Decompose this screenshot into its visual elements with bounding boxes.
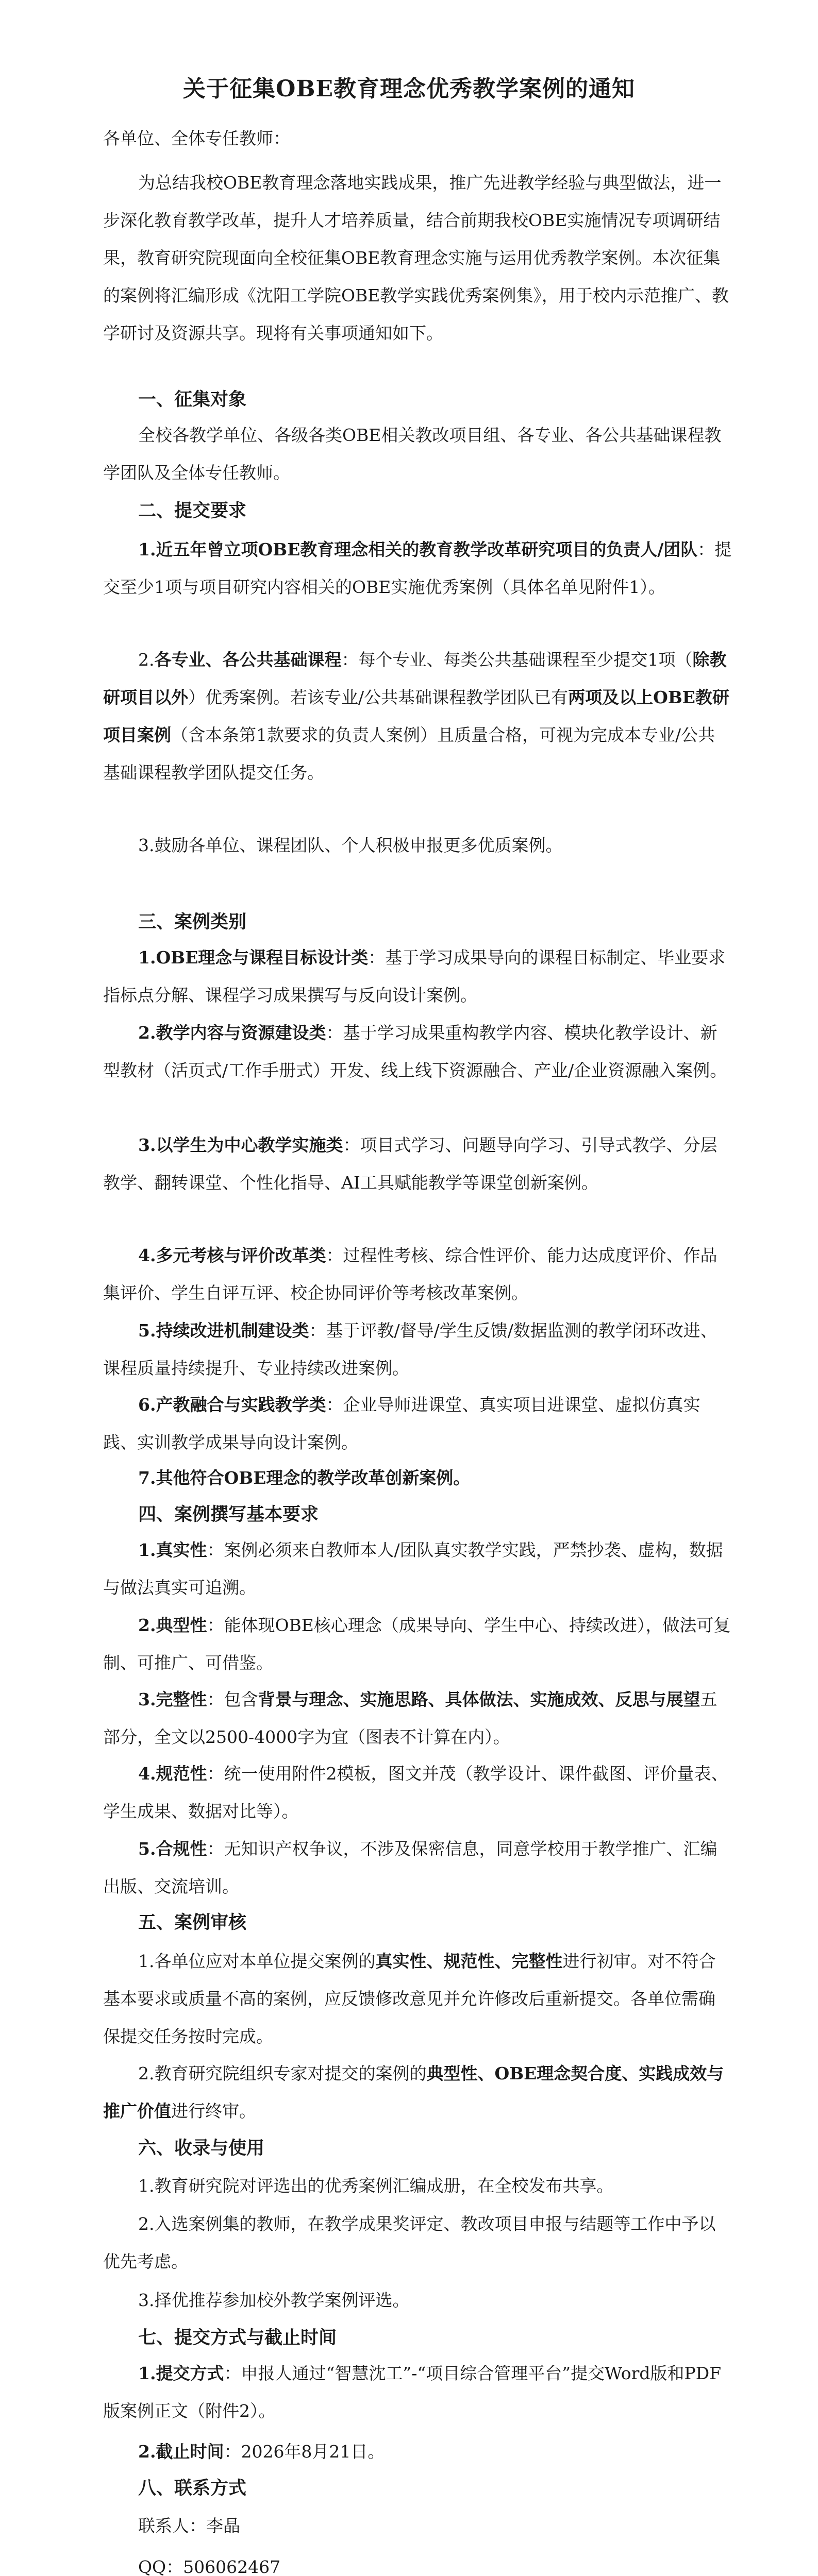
requirement-item-2-text: ：能体现OBE核心理念（成果导向、学生中心、持续改进），做法可复制、可推广、可借鉴。: [103, 1615, 731, 1673]
document-title: 关于征集OBE教育理念优秀教学案例的通知: [182, 76, 636, 102]
section-2-item-2-text-b: ）优秀案例。若该专业/公共基础课程教学团队已有: [188, 687, 569, 707]
section-heading-8: 八、联系方式: [138, 2478, 247, 2499]
category-item-7: [103, 1459, 732, 1497]
category-item-6-text: ：企业导师进课堂、真实项目进课堂、虚拟仿真实践、实训教学成果导向设计案例。: [103, 1395, 700, 1452]
requirement-item-3-label: 3.完整性: [138, 1689, 207, 1709]
usage-item-3: 3.择优推荐参加校外教学案例评选。: [138, 2290, 410, 2310]
category-item-2-text: ：基于学习成果重构教学内容、模块化教学设计、新型教材（活页式/工作手册式）开发、线上线下资源融合、产业/企业资源融入案例。: [103, 1023, 727, 1080]
requirement-item-1: [103, 1531, 732, 1606]
requirement-item-4: [103, 1755, 732, 1830]
usage-item-1: 1.教育研究院对评选出的优秀案例汇编成册，在全校发布共享。: [138, 2176, 614, 2196]
section-2-item-1-text: ：提交至少1项与项目研究内容相关的OBE实施优秀案例（具体名单见附件1）。: [103, 539, 732, 597]
review-item-1-rest: 进行初审。对不符合基本要求或质量不高的案例，应反馈修改意见并允许修改后重新提交。各单位需确保提交任务按时完成。: [103, 1951, 716, 2046]
submission-deadline-text: ：2026年8月21日。: [224, 2442, 385, 2462]
section-2-item-2: [103, 641, 732, 791]
category-item-1-label: 1.OBE理念与课程目标设计类: [138, 947, 369, 968]
requirement-item-3-tail: 五部分，全文以2500-4000字为宜（图表不计算在内）。: [103, 1689, 717, 1747]
requirement-item-5: [103, 1830, 732, 1905]
section-heading-2: 二、提交要求: [138, 500, 247, 521]
section-1-text: 全校各教学单位、各级各类OBE相关教改项目组、各专业、各公共基础课程教学团队及全体专任教师。: [103, 425, 722, 483]
section-2-item-2-num: 2.: [138, 650, 155, 670]
contact-person: 联系人：李晶: [138, 2516, 240, 2536]
category-item-3: [103, 1126, 732, 1201]
submission-method-text: ：申报人通过“智慧沈工”-“项目综合管理平台”提交Word版和PDF版案例正文（附件2）。: [103, 2363, 722, 2421]
submission-deadline: [103, 2433, 732, 2470]
review-item-1-pre: 1.各单位应对本单位提交案例的: [138, 1951, 376, 1971]
requirement-item-3-text: ：包含: [207, 1689, 258, 1709]
category-item-5-label: 5.持续改进机制建设类: [138, 1320, 309, 1341]
category-item-4-text: ：过程性考核、综合性评价、能力达成度评价、作品集评价、学生自评互评、校企协同评价等考核改革案例。: [103, 1245, 717, 1303]
salutation: 各单位、全体专任教师：: [103, 128, 290, 148]
section-heading-1: 一、征集对象: [138, 389, 247, 410]
submission-method: [103, 2354, 732, 2430]
requirement-item-1-text: ：案例必须来自教师本人/团队真实教学实践，严禁抄袭、虚构，数据与做法真实可追溯。: [103, 1540, 723, 1598]
requirement-item-4-label: 4.规范性: [138, 1764, 207, 1784]
contact-qq: QQ：506062467: [138, 2557, 281, 2576]
section-heading-7: 七、提交方式与截止时间: [138, 2327, 337, 2348]
section-2-item-2-text-a: ：每个专业、每类公共基础课程至少提交1项（: [341, 650, 693, 670]
requirement-item-2: [103, 1606, 732, 1682]
review-item-1: [103, 1942, 732, 2055]
category-item-3-label: 3.以学生为中心教学实施类: [138, 1135, 343, 1155]
requirement-item-5-label: 5.合规性: [138, 1839, 207, 1859]
category-item-4-label: 4.多元考核与评价改革类: [138, 1245, 326, 1265]
category-item-4: [103, 1236, 732, 1312]
submission-method-label: 1.提交方式: [138, 2363, 224, 2383]
section-2-item-2-bold-c: 两项及以上OBE教研项目案例: [103, 687, 729, 745]
section-2-item-1-label: 1.近五年曾立项OBE教育理念相关的教育教学改革研究项目的负责人/团队: [138, 539, 698, 560]
review-item-2-rest: 进行终审。: [171, 2101, 256, 2121]
category-item-5: [103, 1312, 732, 1387]
category-item-5-text: ：基于评教/督导/学生反馈/数据监测的教学闭环改进、课程质量持续提升、专业持续改进案例。: [103, 1320, 717, 1378]
category-item-2: [103, 1014, 732, 1089]
section-2-item-3: 3.鼓励各单位、课程团队、个人积极申报更多优质案例。: [138, 835, 563, 855]
section-2-item-2-bold-b: 除教研项目以外: [103, 650, 727, 707]
submission-deadline-label: 2.截止时间: [138, 2442, 224, 2462]
section-heading-5: 五、案例审核: [138, 1912, 247, 1933]
requirement-item-5-text: ：无知识产权争议，不涉及保密信息，同意学校用于教学推广、汇编出版、交流培训。: [103, 1839, 717, 1896]
review-item-2-pre: 2.教育研究院组织专家对提交的案例的: [138, 2063, 427, 2083]
intro-paragraph: 为总结我校OBE教育理念落地实践成果，推广先进教学经验与典型做法，进一步深化教育教学改革，提升人才培养质量，结合前期我校OBE实施情况专项调研结果，教育研究院现面向全校征集OBE教育理念实施与运用优秀教学案例。本次征集的案例将汇编形成《沈阳工学院OBE教学实践优秀案例集》，用于校内示范推广、教学研讨及资源共享。现将有关事项通知如下。: [103, 173, 729, 343]
requirement-item-3-bold: 背景与理念、实施思路、具体做法、实施成效、反思与展望: [258, 1689, 700, 1709]
section-2-item-2-label: 各专业、各公共基础课程: [154, 650, 342, 670]
category-item-1: [103, 939, 732, 1014]
review-item-1-bold: 真实性、规范性、完整性: [375, 1951, 563, 1971]
requirement-item-1-label: 1.真实性: [138, 1540, 207, 1560]
usage-item-2: 2.入选案例集的教师，在教学成果奖评定、教改项目申报与结题等工作中予以优先考虑。: [103, 2214, 716, 2272]
category-item-1-text: ：基于学习成果导向的课程目标制定、毕业要求指标点分解、课程学习成果撰写与反向设计案例。: [103, 947, 726, 1005]
review-item-2: [103, 2055, 732, 2130]
section-2-item-1: [103, 531, 732, 606]
category-item-7-label: 7.其他符合OBE理念的教学改革创新案例。: [138, 1468, 471, 1488]
requirement-item-3: [103, 1681, 732, 1756]
section-2-item-2-text-c: （含本条第1款要求的负责人案例）且质量合格，可视为完成本专业/公共基础课程教学团队提交任务。: [103, 725, 715, 783]
section-heading-3: 三、案例类别: [138, 911, 247, 933]
requirement-item-2-label: 2.典型性: [138, 1615, 207, 1635]
review-item-2-bold: 典型性、OBE理念契合度、实践成效与推广价值: [103, 2063, 724, 2121]
category-item-6: [103, 1386, 732, 1461]
category-item-2-label: 2.教学内容与资源建设类: [138, 1023, 326, 1043]
requirement-item-4-text: ：统一使用附件2模板，图文并茂（教学设计、课件截图、评价量表、学生成果、数据对比等）。: [103, 1764, 728, 1821]
section-heading-6: 六、收录与使用: [138, 2138, 265, 2159]
section-heading-4: 四、案例撰写基本要求: [138, 1504, 319, 1525]
category-item-3-text: ：项目式学习、问题导向学习、引导式教学、分层教学、翻转课堂、个性化指导、AI工具赋能教学等课堂创新案例。: [103, 1135, 717, 1193]
category-item-6-label: 6.产教融合与实践教学类: [138, 1395, 326, 1415]
